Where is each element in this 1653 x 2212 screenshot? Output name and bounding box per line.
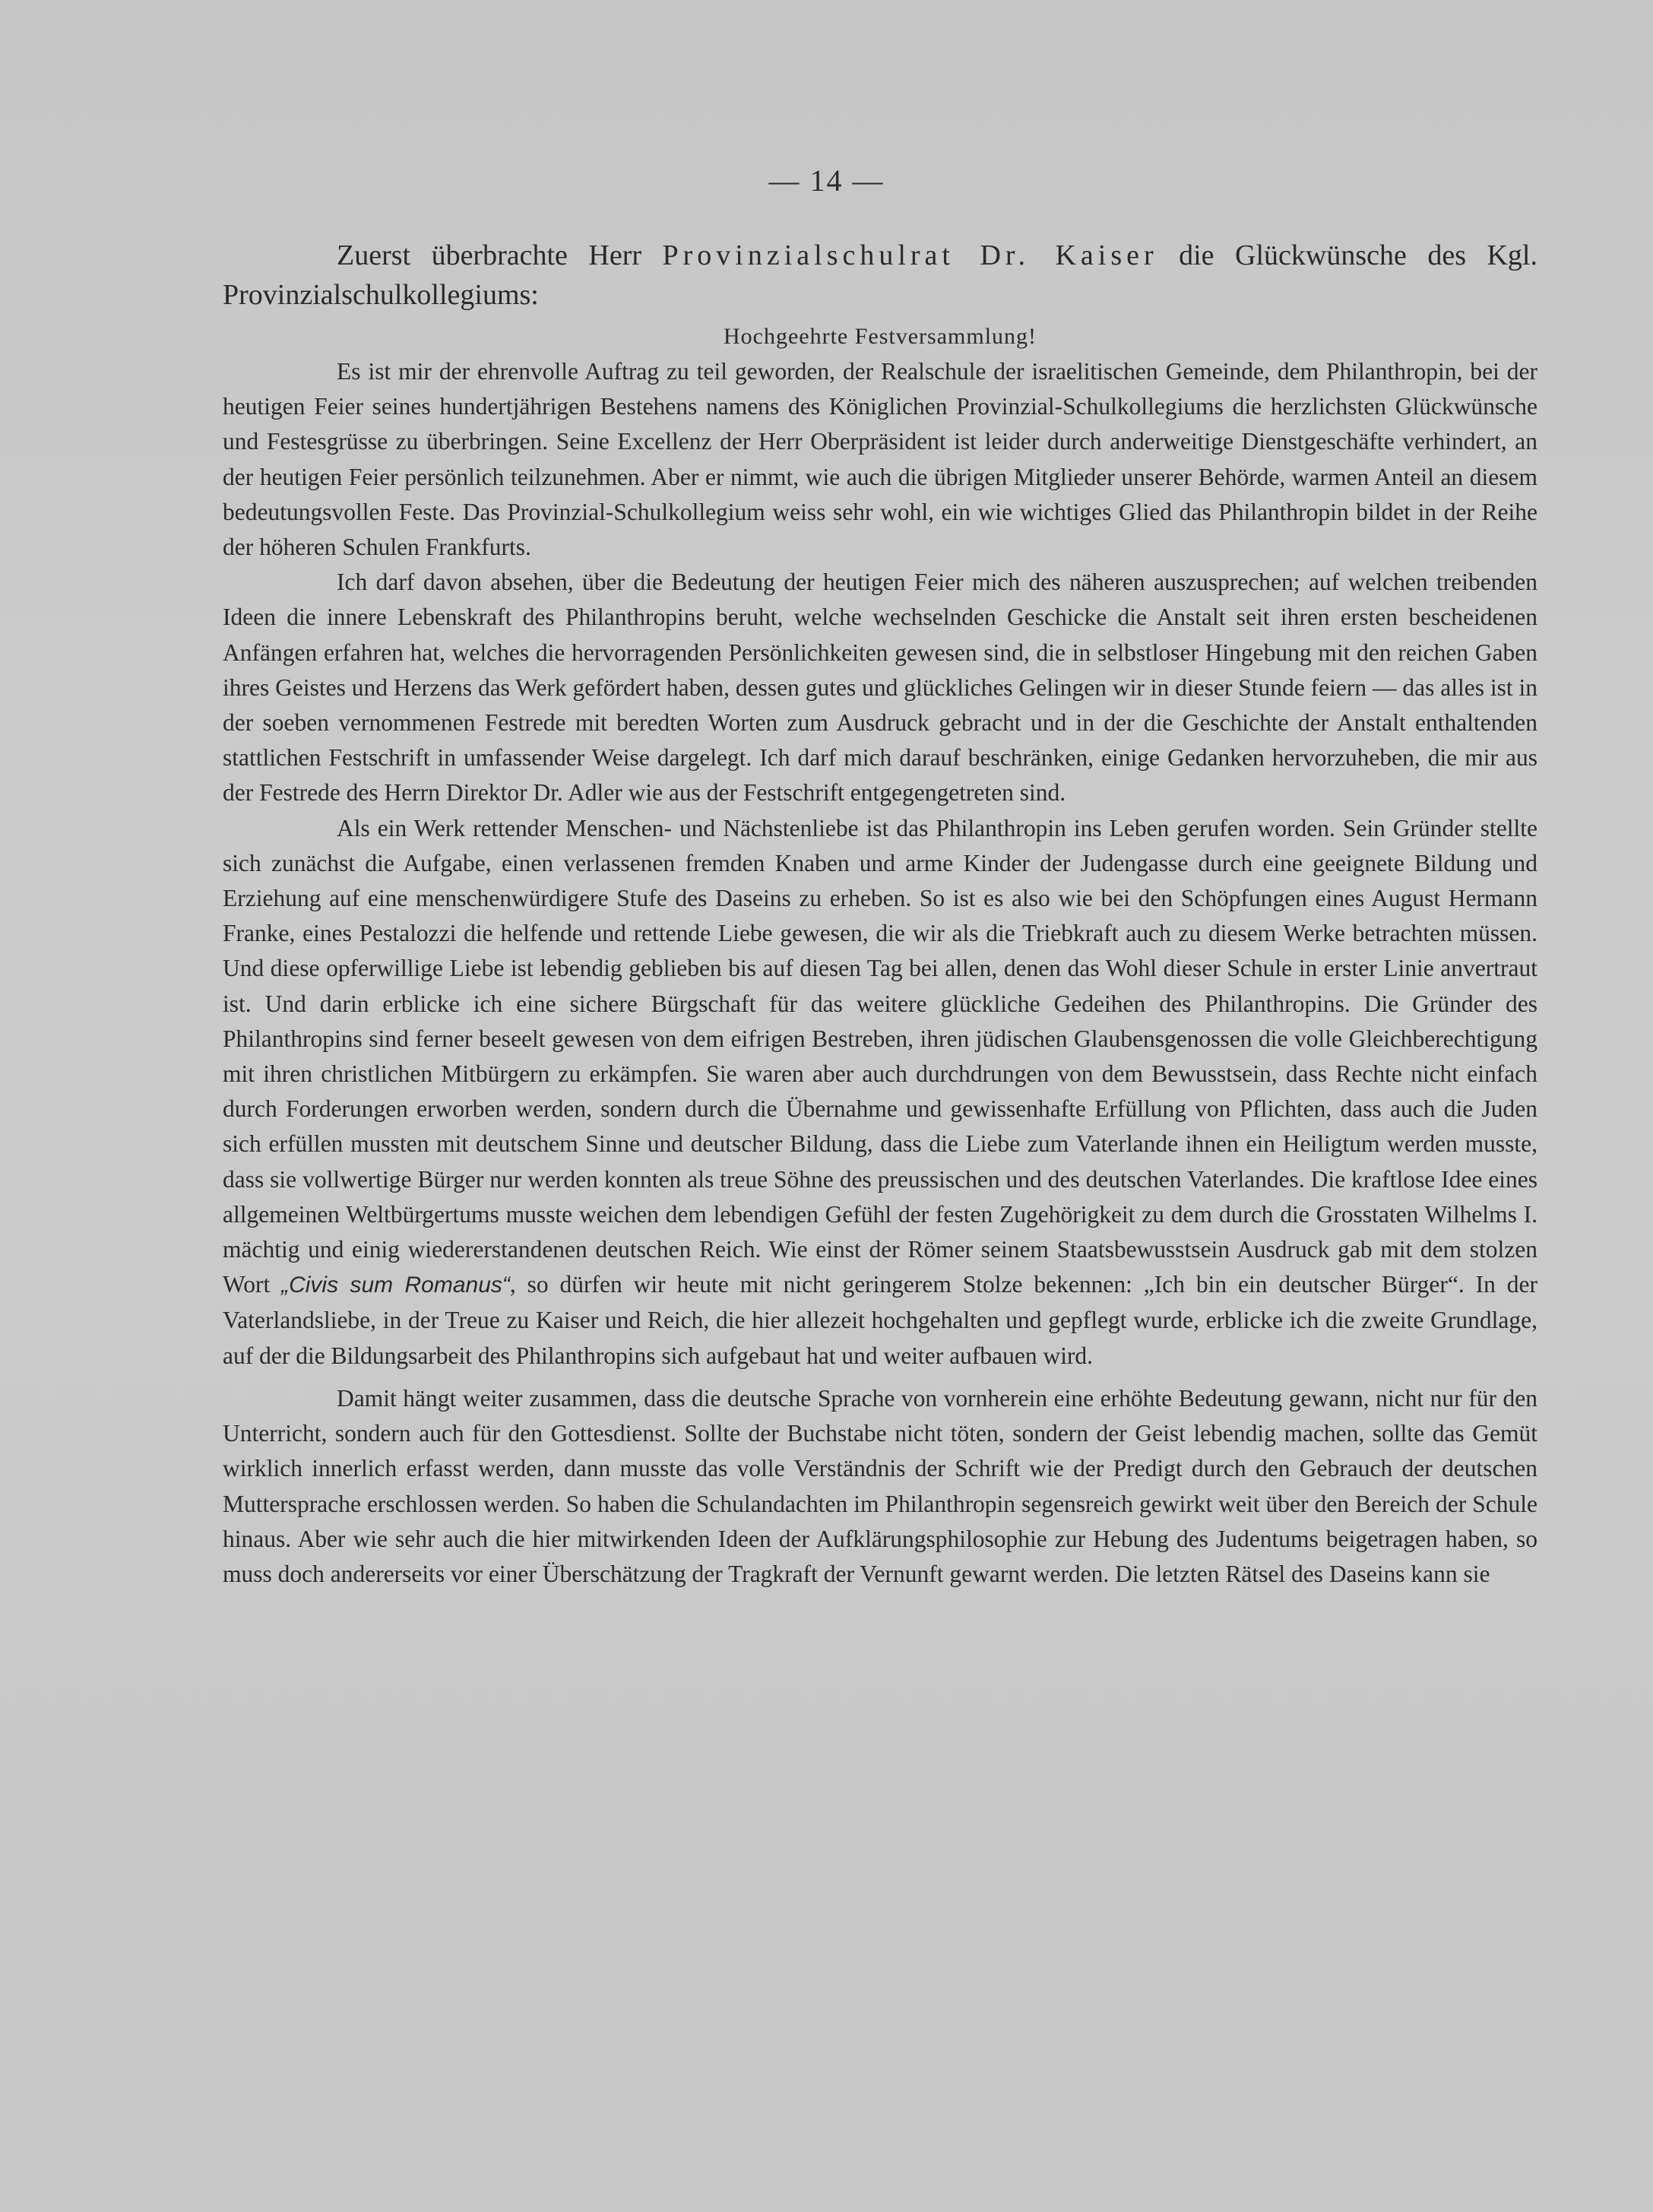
speech-paragraph-1: Es ist mir der ehrenvolle Auftrag zu teil geworden, der Realschule der israelitischen Gemeinde, dem Philanthropin, bei der heutigen Feier seines hundertjährigen Bestehens namens des Königlichen Provinzial-Schulkollegiums die herzlichsten Glückwünsche und Festesgrüsse zu überbringen. Seine Excellenz der Herr Oberpräsident ist leider durch anderweitige Dienstgeschäfte verhindert, an der heutigen Feier persönlich teilzunehmen. Aber er nimmt, wie auch die übrigen Mitglieder unserer Behörde, warmen Anteil an diesem bedeutungsvollen Feste. Das Provinzial-Schulkollegium weiss sehr wohl, ein wie wichtiges Glied das Philanthropin bildet in der Reihe der höheren Schulen Frankfurts. (223, 358, 1537, 561)
intro-text-start: Zuerst überbrachte Herr (337, 239, 663, 271)
speech-salutation: Hochgeehrte Festversammlung! (723, 324, 1037, 349)
paragraph-3-text-before-quote: Als ein Werk rettender Menschen- und Nächstenliebe ist das Philanthropin ins Leben gerufen worden. Sein Gründer stellte sich zunächst die Aufgabe, einen verlassenen fremden Knaben und arme Kinder der Judengasse durch eine geeignete Bildung und Erziehung auf eine menschenwürdigere Stufe des Daseins zu erheben. So ist es also wie bei den Schöpfungen eines August Hermann Franke, eines Pestalozzi die helfende und rettende Liebe gewesen, die wir als die Triebkraft auch zu diesem Werke betrachten müssen. Und diese opferwillige Liebe ist lebendig geblieben bis auf diesen Tag bei allen, denen das Wohl dieser Schule in erster Linie anvertraut ist. Und darin erblicke ich eine sichere Bürgschaft für das weitere glückliche Gedeihen des Philanthropins. Die Gründer des Philanthropins sind ferner beseelt gewesen von dem eifrigen Bestreben, ihren jüdischen Glaubensgenossen die volle Gleichberechtigung mit ihren christlichen Mitbürgern zu erkämpfen. Sie waren aber auch durchdrungen von dem Bewusstsein, dass Rechte nicht einfach durch Forderungen erworben werden, sondern durch die Übernahme und gewissenhafte Erfüllung von Pflichten, dass auch die Juden sich erfüllen mussten mit deutschem Sinne und deutscher Bildung, dass die Liebe zum Vaterlande ihnen ein Heiligtum werden musste, dass sie vollwertige Bürger nur werden konnten als treue Söhne des preussischen und des deutschen Vaterlandes. Die kraftlose Idee eines allgemeinen Weltbürgertums musste weichen dem lebendigen Gefühl der festen Zugehörigkeit zu dem durch die Grosstaten Wilhelms I. mächtig und einig wiedererstandenen deutschen Reich. Wie einst der Römer seinem Staatsbewusstsein Ausdruck gab mit dem stolzen Wort (223, 814, 1537, 1298)
intro-paragraph (223, 236, 1537, 315)
body-text (223, 236, 1537, 1592)
paragraph-3-text-after-quote: , so dürfen wir heute mit nicht geringerem Stolze bekennen: „Ich bin ein deutscher Bürger“. In der Vaterlandsliebe, in der Treue zu Kaiser und Reich, die hier allezeit hochgehalten und gepflegt wurde, erblicke ich die zweite Grundlage, auf der die Bildungsarbeit des Philanthropins sich aufgebaut hat und weiter aufbauen wird. (223, 1271, 1537, 1369)
speech-paragraph-3 (223, 811, 1537, 1374)
intro-text-end: die Glückwünsche des Kgl. Provinzialschulkollegiums: (223, 239, 1537, 311)
page-number: — 14 — (768, 163, 885, 198)
speech-paragraph-4: Damit hängt weiter zusammen, dass die deutsche Sprache von vornherein eine erhöhte Bedeutung gewann, nicht nur für den Unterricht, sondern auch für den Gottesdienst. Sollte der Buchstabe nicht töten, sondern der Geist lebendig machen, sollte das Gemüt wirklich innerlich erfasst werden, dann musste das volle Verständnis der Schrift wie der Predigt durch den Gebrauch der deutschen Muttersprache erschlossen werden. So haben die Schulandachten im Philanthropin segensreich gewirkt weit über den Bereich der Schule hinaus. Aber wie sehr auch die hier mitwirkenden Ideen der Aufklärungsphilosophie zur Hebung des Judentums beigetragen haben, so muss doch andererseits vor einer Überschätzung der Tragkraft der Vernunft gewarnt werden. Die letzten Rätsel des Daseins kann sie (223, 1384, 1537, 1587)
speech-paragraph-2: Ich darf davon absehen, über die Bedeutung der heutigen Feier mich des näheren auszusprechen; auf welchen treibenden Ideen die innere Lebenskraft des Philanthropins beruht, welche wechselnden Geschicke die Anstalt seit ihren ersten bescheidenen Anfängen erfahren hat, welches die hervorragenden Persönlichkeiten gewesen sind, die in selbstloser Hingebung mit den reichen Gaben ihres Geistes und Herzens das Werk gefördert haben, dessen gutes und glückliches Gelingen wir in dieser Stunde feiern — das alles ist in der soeben vernommenen Festrede mit beredten Worten zum Ausdruck gebracht und in der die Geschichte der Anstalt enthaltenden stattlichen Festschrift in umfassender Weise dargelegt. Ich darf mich darauf beschränken, einige Gedanken hervorzuheben, die mir aus der Festrede des Herrn Direktor Dr. Adler wie aus der Festschrift entgegengetreten sind. (223, 569, 1537, 807)
intro-speaker-title: Provinzialschulrat Dr. Kaiser (662, 239, 1158, 271)
latin-quote: „Civis sum Romanus“ (281, 1272, 510, 1298)
